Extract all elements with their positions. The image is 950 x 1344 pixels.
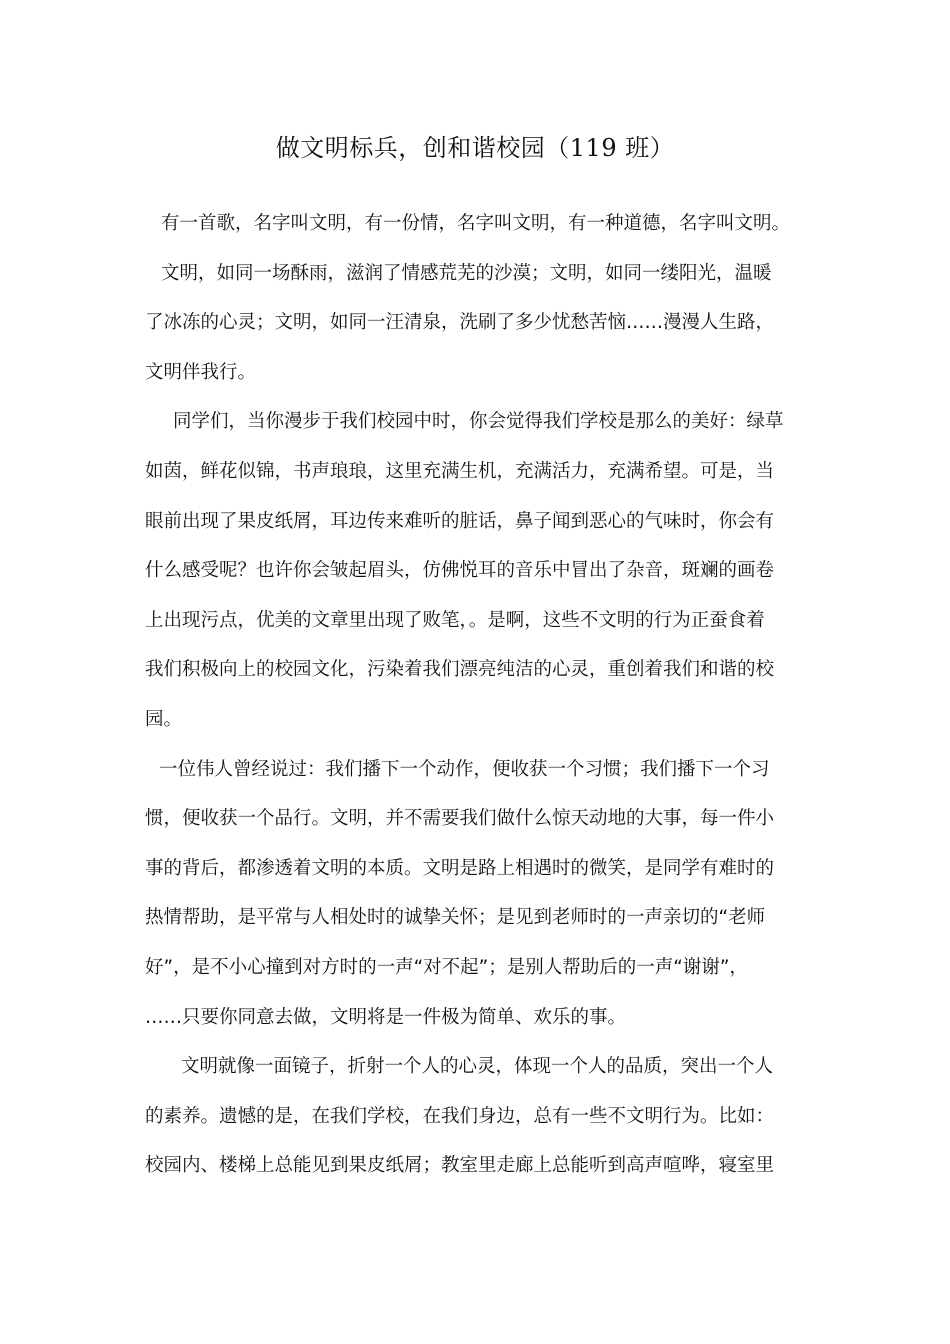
text-line: 上出现污点，优美的文章里出现了败笔，。是啊，这些不文明的行为正蚕食着 bbox=[145, 609, 765, 631]
document-title: 做文明标兵，创和谐校园（119 班） bbox=[275, 134, 675, 162]
text-line: 好”，是不小心撞到对方时的一声“对不起”；是别人帮助后的一声“谢谢”， bbox=[145, 956, 748, 978]
text-line: 文明，如同一场酥雨，滋润了情感荒芜的沙漠；文明，如同一缕阳光，温暖 bbox=[161, 262, 772, 284]
text-line: 文明就像一面镜子，折射一个人的心灵，体现一个人的品质，突出一个人 bbox=[181, 1056, 774, 1078]
text-line: ……只要你同意去做，文明将是一件极为简单、欢乐的事。 bbox=[145, 1006, 627, 1028]
text-line: 如茵，鲜花似锦，书声琅琅，这里充满生机，充满活力，充满希望。可是，当 bbox=[145, 460, 775, 482]
text-line: 一位伟人曾经说过：我们播下一个动作，便收获一个习惯；我们播下一个习 bbox=[159, 758, 770, 780]
text-line: 有一首歌，名字叫文明，有一份情，名字叫文明，有一种道德，名字叫文明。 bbox=[161, 213, 791, 234]
text-line: 文明伴我行。 bbox=[145, 361, 257, 383]
text-line: 的素养。遗憾的是，在我们学校，在我们身边，总有一些不文明行为。比如： bbox=[145, 1105, 775, 1127]
text-line: 眼前出现了果皮纸屑，耳边传来难听的脏话，鼻子闻到恶心的气味时，你会有 bbox=[145, 510, 775, 532]
text-line: 了冰冻的心灵；文明，如同一汪清泉，洗刷了多少忧愁苦恼……漫漫人生路， bbox=[145, 312, 775, 334]
text-line: 园。 bbox=[145, 708, 183, 730]
text-line: 事的背后，都渗透着文明的本质。文明是路上相遇时的微笑，是同学有难时的 bbox=[145, 857, 775, 879]
text-line: 同学们，当你漫步于我们校园中时，你会觉得我们学校是那么的美好：绿草 bbox=[173, 411, 784, 433]
text-line: 我们积极向上的校园文化，污染着我们漂亮纯洁的心灵，重创着我们和谐的校 bbox=[145, 659, 775, 681]
text-line: 热情帮助，是平常与人相处时的诚挚关怀；是见到老师时的一声亲切的“老师 bbox=[145, 907, 766, 929]
document-body bbox=[145, 204, 810, 1196]
text-line: 什么感受呢？也许你会皱起眉头，仿佛悦耳的音乐中冒出了杂音，斑斓的画卷 bbox=[145, 560, 775, 582]
text-line: 惯，便收获一个品行。文明，并不需要我们做什么惊天动地的大事，每一件小 bbox=[145, 808, 775, 830]
text-line: 校园内、楼梯上总能见到果皮纸屑；教室里走廊上总能听到高声喧哗，寝室里 bbox=[145, 1155, 775, 1177]
